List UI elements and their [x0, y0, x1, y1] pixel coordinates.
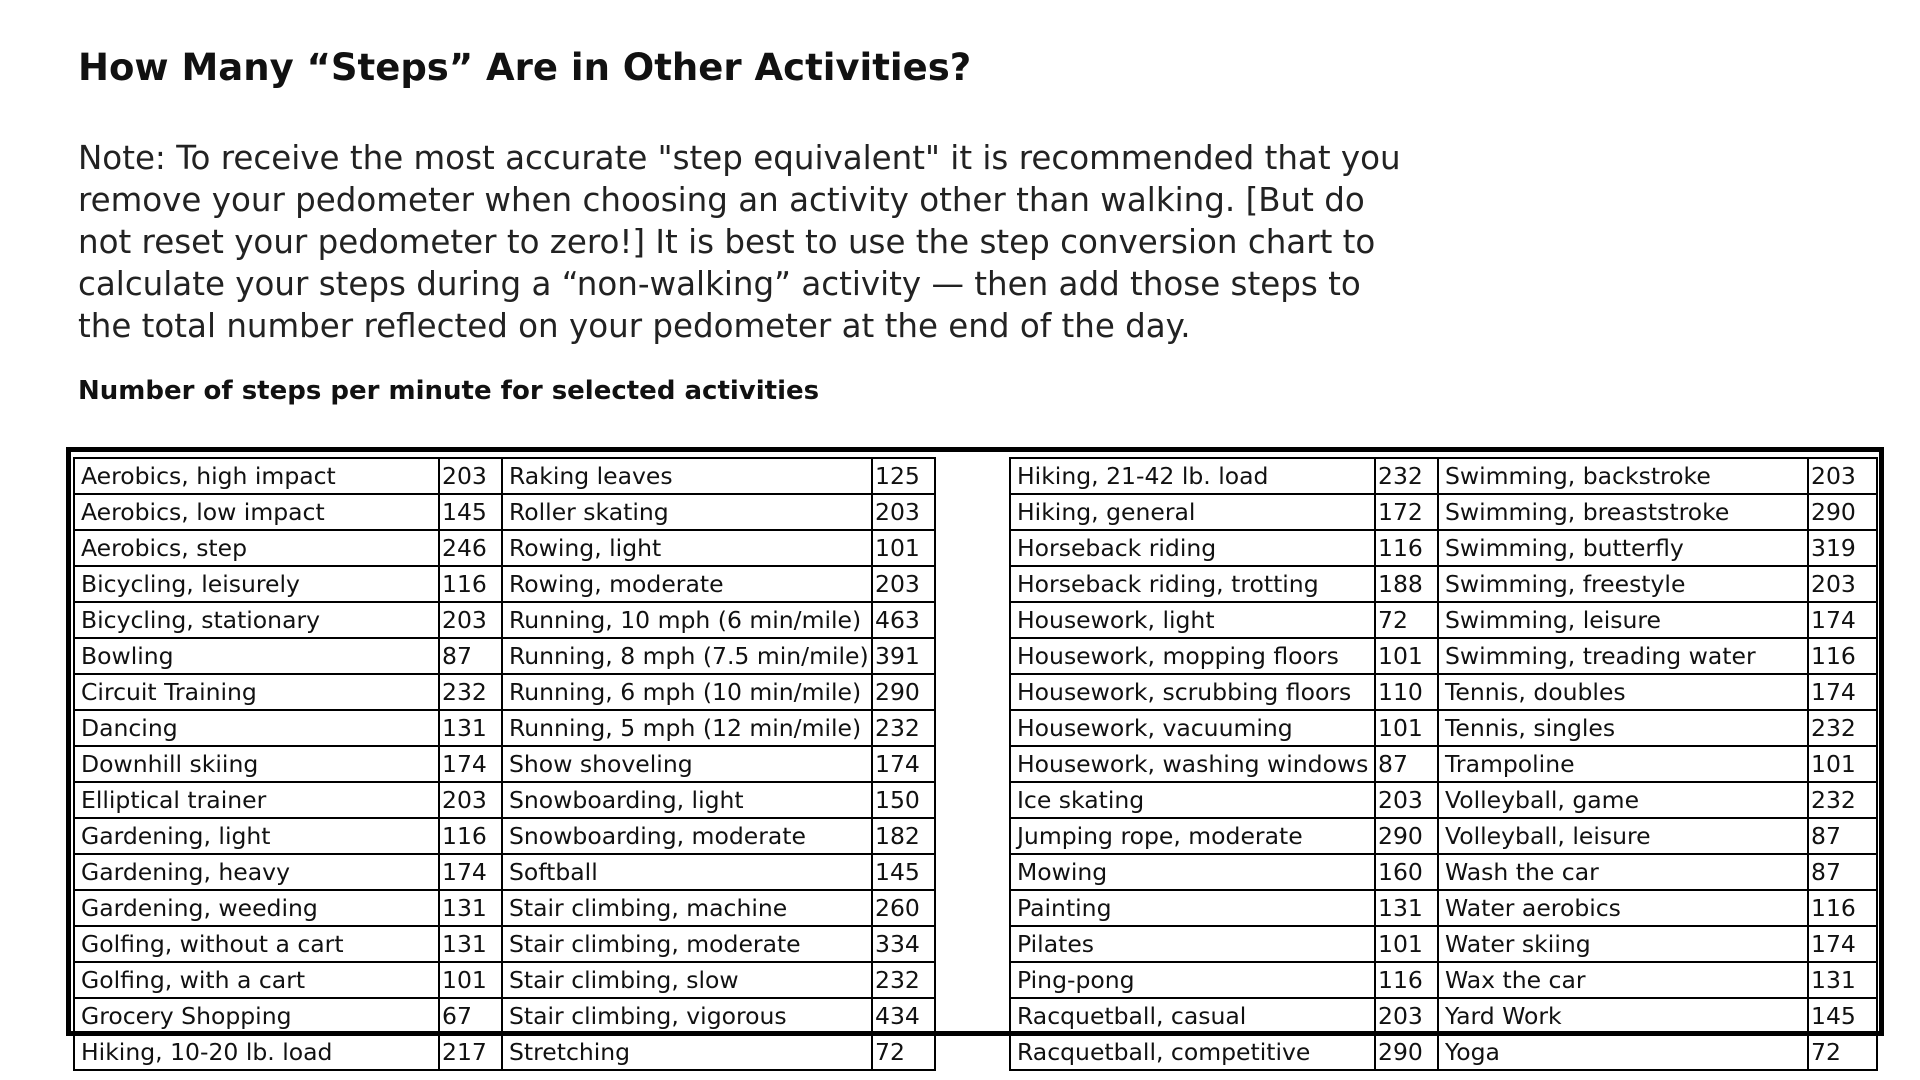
table-row [74, 566, 1007, 602]
column-gap [935, 746, 1007, 782]
activity-name-cell: Wax the car [1438, 962, 1808, 998]
steps-value-cell: 232 [1375, 458, 1438, 494]
steps-value-cell: 101 [439, 962, 502, 998]
column-gap [935, 458, 1007, 494]
steps-value-cell: 203 [872, 566, 935, 602]
column-gap [935, 674, 1007, 710]
activity-name-cell: Gardening, light [74, 818, 439, 854]
activity-name-cell: Swimming, butterfly [1438, 530, 1808, 566]
steps-value-cell: 174 [872, 746, 935, 782]
column-gap [935, 890, 1007, 926]
steps-value-cell: 116 [439, 818, 502, 854]
table-row [1010, 1034, 1877, 1070]
steps-value-cell: 87 [1808, 818, 1877, 854]
steps-value-cell: 290 [1375, 818, 1438, 854]
activity-name-cell: Softball [502, 854, 872, 890]
table-caption: Number of steps per minute for selected activities [78, 376, 820, 406]
activity-name-cell: Swimming, freestyle [1438, 566, 1808, 602]
column-gap [935, 638, 1007, 674]
table-row [1010, 566, 1877, 602]
steps-table-left [73, 457, 1007, 1071]
activity-name-cell: Stair climbing, moderate [502, 926, 872, 962]
steps-value-cell: 232 [1808, 782, 1877, 818]
activity-name-cell: Volleyball, game [1438, 782, 1808, 818]
activity-name-cell: Gardening, heavy [74, 854, 439, 890]
activity-name-cell: Swimming, leisure [1438, 602, 1808, 638]
steps-value-cell: 203 [1808, 566, 1877, 602]
activity-name-cell: Golfing, without a cart [74, 926, 439, 962]
steps-value-cell: 110 [1375, 674, 1438, 710]
activity-name-cell: Housework, vacuuming [1010, 710, 1375, 746]
activity-name-cell: Golfing, with a cart [74, 962, 439, 998]
table-row [74, 926, 1007, 962]
table-row [1010, 674, 1877, 710]
steps-value-cell: 174 [1808, 926, 1877, 962]
table-row [1010, 998, 1877, 1034]
table-row [1010, 638, 1877, 674]
activity-name-cell: Ping-pong [1010, 962, 1375, 998]
steps-value-cell: 290 [1375, 1034, 1438, 1070]
activity-name-cell: Aerobics, low impact [74, 494, 439, 530]
steps-table-left-half [73, 457, 1006, 1066]
table-row [1010, 494, 1877, 530]
table-row [74, 530, 1007, 566]
steps-value-cell: 116 [1808, 638, 1877, 674]
activity-name-cell: Show shoveling [502, 746, 872, 782]
activity-name-cell: Hiking, general [1010, 494, 1375, 530]
activity-name-cell: Racquetball, competitive [1010, 1034, 1375, 1070]
steps-value-cell: 116 [1375, 962, 1438, 998]
activity-name-cell: Racquetball, casual [1010, 998, 1375, 1034]
steps-value-cell: 434 [872, 998, 935, 1034]
activity-name-cell: Snowboarding, light [502, 782, 872, 818]
steps-table-right [1009, 457, 1878, 1071]
table-row [74, 998, 1007, 1034]
activity-name-cell: Running, 10 mph (6 min/mile) [502, 602, 872, 638]
activity-name-cell: Rowing, moderate [502, 566, 872, 602]
column-gap [935, 566, 1007, 602]
steps-value-cell: 391 [872, 638, 935, 674]
steps-value-cell: 203 [439, 458, 502, 494]
column-gap [935, 854, 1007, 890]
note-line: calculate your steps during a “non-walking” activity — then add those steps to [78, 265, 1361, 303]
table-row [1010, 782, 1877, 818]
steps-value-cell: 232 [1808, 710, 1877, 746]
table-row [1010, 926, 1877, 962]
column-gap [935, 818, 1007, 854]
steps-value-cell: 131 [1375, 890, 1438, 926]
column-gap [935, 962, 1007, 998]
activity-name-cell: Housework, washing windows [1010, 746, 1375, 782]
steps-value-cell: 116 [1375, 530, 1438, 566]
activity-name-cell: Horseback riding [1010, 530, 1375, 566]
table-row [1010, 962, 1877, 998]
activity-name-cell: Rowing, light [502, 530, 872, 566]
steps-value-cell: 101 [1375, 638, 1438, 674]
activity-name-cell: Bicycling, stationary [74, 602, 439, 638]
steps-value-cell: 290 [872, 674, 935, 710]
table-row [1010, 854, 1877, 890]
steps-value-cell: 232 [439, 674, 502, 710]
steps-value-cell: 203 [1375, 782, 1438, 818]
steps-value-cell: 232 [872, 962, 935, 998]
column-gap [935, 710, 1007, 746]
steps-value-cell: 101 [1808, 746, 1877, 782]
column-gap [935, 1034, 1007, 1070]
activity-name-cell: Ice skating [1010, 782, 1375, 818]
activity-name-cell: Water aerobics [1438, 890, 1808, 926]
activity-name-cell: Housework, mopping floors [1010, 638, 1375, 674]
column-gap [935, 530, 1007, 566]
steps-value-cell: 290 [1808, 494, 1877, 530]
activity-name-cell: Running, 5 mph (12 min/mile) [502, 710, 872, 746]
note-paragraph [78, 137, 1401, 347]
steps-value-cell: 131 [439, 890, 502, 926]
steps-value-cell: 174 [1808, 602, 1877, 638]
activity-name-cell: Horseback riding, trotting [1010, 566, 1375, 602]
steps-value-cell: 67 [439, 998, 502, 1034]
steps-table-right-half [1009, 457, 1876, 1066]
activity-name-cell: Wash the car [1438, 854, 1808, 890]
activity-name-cell: Bowling [74, 638, 439, 674]
steps-value-cell: 232 [872, 710, 935, 746]
activity-name-cell: Gardening, weeding [74, 890, 439, 926]
table-row [74, 890, 1007, 926]
steps-value-cell: 203 [1808, 458, 1877, 494]
activity-name-cell: Running, 6 mph (10 min/mile) [502, 674, 872, 710]
table-row [74, 638, 1007, 674]
column-gap [935, 998, 1007, 1034]
activity-name-cell: Volleyball, leisure [1438, 818, 1808, 854]
activity-name-cell: Mowing [1010, 854, 1375, 890]
steps-value-cell: 203 [439, 782, 502, 818]
activity-name-cell: Water skiing [1438, 926, 1808, 962]
steps-value-cell: 246 [439, 530, 502, 566]
table-row [1010, 890, 1877, 926]
note-line: remove your pedometer when choosing an activity other than walking. [But do [78, 181, 1365, 219]
steps-value-cell: 131 [439, 926, 502, 962]
table-row [74, 602, 1007, 638]
table-row [74, 962, 1007, 998]
steps-table-frame [66, 447, 1884, 1066]
activity-name-cell: Stair climbing, vigorous [502, 998, 872, 1034]
activity-name-cell: Running, 8 mph (7.5 min/mile) [502, 638, 872, 674]
activity-name-cell: Stair climbing, slow [502, 962, 872, 998]
table-row [74, 818, 1007, 854]
note-line: not reset your pedometer to zero!] It is best to use the step conversion chart to [78, 223, 1376, 261]
table-row [74, 746, 1007, 782]
table-row [1010, 710, 1877, 746]
activity-name-cell: Snowboarding, moderate [502, 818, 872, 854]
steps-value-cell: 217 [439, 1034, 502, 1070]
activity-name-cell: Aerobics, step [74, 530, 439, 566]
steps-value-cell: 463 [872, 602, 935, 638]
activity-name-cell: Elliptical trainer [74, 782, 439, 818]
table-row [1010, 602, 1877, 638]
table-row [1010, 458, 1877, 494]
activity-name-cell: Bicycling, leisurely [74, 566, 439, 602]
activity-name-cell: Raking leaves [502, 458, 872, 494]
steps-value-cell: 182 [872, 818, 935, 854]
table-row [74, 854, 1007, 890]
steps-value-cell: 160 [1375, 854, 1438, 890]
table-row [74, 710, 1007, 746]
steps-value-cell: 174 [439, 854, 502, 890]
activity-name-cell: Roller skating [502, 494, 872, 530]
table-row [1010, 746, 1877, 782]
column-gap [935, 602, 1007, 638]
steps-value-cell: 87 [439, 638, 502, 674]
activity-name-cell: Housework, light [1010, 602, 1375, 638]
steps-value-cell: 334 [872, 926, 935, 962]
note-line: the total number reflected on your pedometer at the end of the day. [78, 307, 1191, 345]
steps-value-cell: 87 [1375, 746, 1438, 782]
steps-value-cell: 72 [872, 1034, 935, 1070]
steps-value-cell: 72 [1808, 1034, 1877, 1070]
steps-value-cell: 145 [439, 494, 502, 530]
activity-name-cell: Trampoline [1438, 746, 1808, 782]
activity-name-cell: Jumping rope, moderate [1010, 818, 1375, 854]
steps-value-cell: 101 [1375, 926, 1438, 962]
steps-value-cell: 203 [872, 494, 935, 530]
table-row [74, 1034, 1007, 1070]
steps-value-cell: 319 [1808, 530, 1877, 566]
steps-value-cell: 131 [1808, 962, 1877, 998]
steps-value-cell: 125 [872, 458, 935, 494]
table-row [74, 494, 1007, 530]
activity-name-cell: Circuit Training [74, 674, 439, 710]
activity-name-cell: Yard Work [1438, 998, 1808, 1034]
activity-name-cell: Yoga [1438, 1034, 1808, 1070]
steps-value-cell: 203 [1375, 998, 1438, 1034]
table-row [74, 674, 1007, 710]
steps-value-cell: 145 [872, 854, 935, 890]
steps-value-cell: 116 [439, 566, 502, 602]
activity-name-cell: Stretching [502, 1034, 872, 1070]
steps-value-cell: 131 [439, 710, 502, 746]
activity-name-cell: Stair climbing, machine [502, 890, 872, 926]
activity-name-cell: Tennis, singles [1438, 710, 1808, 746]
activity-name-cell: Swimming, breaststroke [1438, 494, 1808, 530]
steps-value-cell: 87 [1808, 854, 1877, 890]
steps-value-cell: 203 [439, 602, 502, 638]
activity-name-cell: Hiking, 10-20 lb. load [74, 1034, 439, 1070]
column-gap [935, 926, 1007, 962]
steps-value-cell: 72 [1375, 602, 1438, 638]
activity-name-cell: Dancing [74, 710, 439, 746]
activity-name-cell: Hiking, 21-42 lb. load [1010, 458, 1375, 494]
steps-value-cell: 101 [872, 530, 935, 566]
activity-name-cell: Tennis, doubles [1438, 674, 1808, 710]
table-row [74, 458, 1007, 494]
steps-value-cell: 174 [439, 746, 502, 782]
steps-value-cell: 101 [1375, 710, 1438, 746]
steps-value-cell: 260 [872, 890, 935, 926]
note-line: Note: To receive the most accurate "step equivalent" it is recommended that you [78, 139, 1401, 177]
steps-value-cell: 172 [1375, 494, 1438, 530]
activity-name-cell: Housework, scrubbing floors [1010, 674, 1375, 710]
column-gap [935, 782, 1007, 818]
activity-name-cell: Downhill skiing [74, 746, 439, 782]
steps-value-cell: 150 [872, 782, 935, 818]
activity-name-cell: Painting [1010, 890, 1375, 926]
table-row [1010, 818, 1877, 854]
activity-name-cell: Pilates [1010, 926, 1375, 962]
page-title: How Many “Steps” Are in Other Activities? [78, 46, 972, 89]
steps-value-cell: 174 [1808, 674, 1877, 710]
table-row [1010, 530, 1877, 566]
table-row [74, 782, 1007, 818]
steps-value-cell: 188 [1375, 566, 1438, 602]
steps-value-cell: 116 [1808, 890, 1877, 926]
column-gap [935, 494, 1007, 530]
activity-name-cell: Grocery Shopping [74, 998, 439, 1034]
steps-value-cell: 145 [1808, 998, 1877, 1034]
activity-name-cell: Swimming, treading water [1438, 638, 1808, 674]
activity-name-cell: Swimming, backstroke [1438, 458, 1808, 494]
activity-name-cell: Aerobics, high impact [74, 458, 439, 494]
